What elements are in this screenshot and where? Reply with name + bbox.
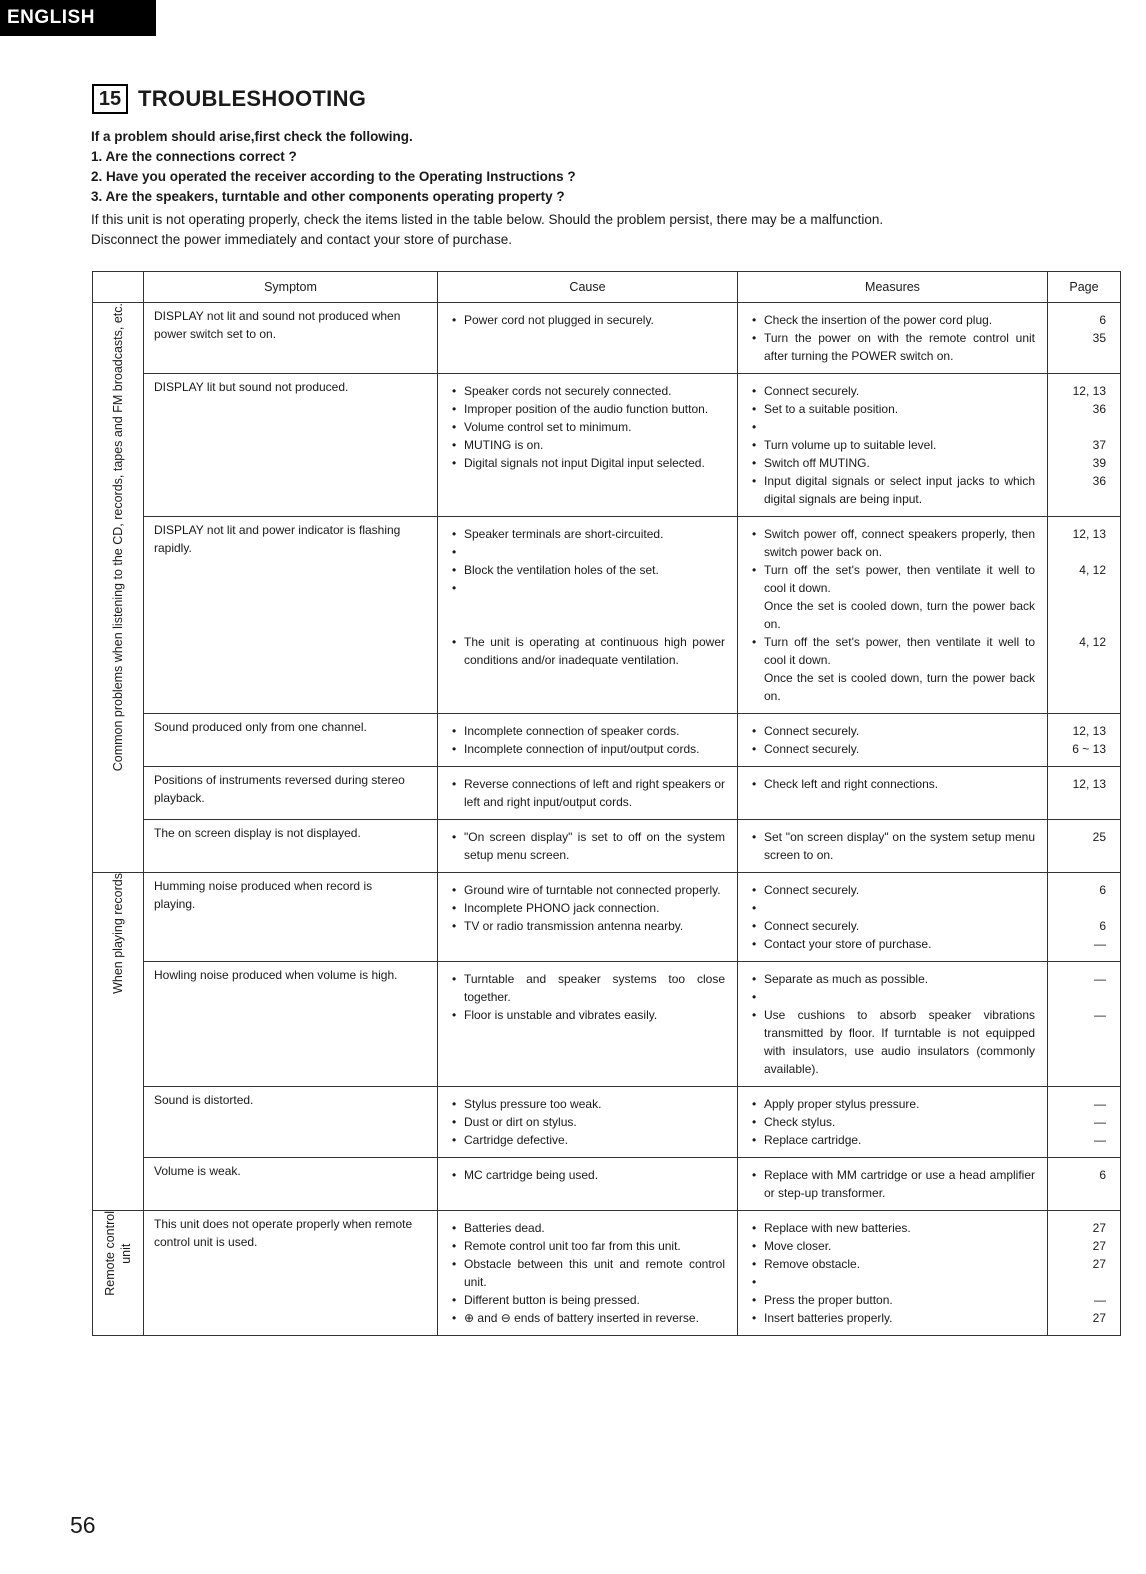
page-ref: 35 [1092, 331, 1106, 345]
table-row [93, 303, 1121, 374]
measure-item: • Connect securely. [750, 881, 1035, 899]
page-ref: 12, 13 [1072, 384, 1106, 398]
page-title: TROUBLESHOOTING [138, 86, 367, 111]
measures-cell [738, 820, 1048, 873]
page-ref: 36 [1092, 474, 1106, 488]
page-ref: — [1094, 972, 1106, 986]
spacer [750, 899, 1035, 917]
cause-item: • Different button is being pressed. [450, 1291, 725, 1309]
measure-text: Once the set is cooled down, turn the power back on. [764, 599, 1035, 631]
page-cell [1048, 1211, 1121, 1336]
cause-item: • MC cartridge being used. [450, 1166, 725, 1184]
cause-cell [438, 1087, 738, 1158]
page-ref: 6 [1099, 313, 1106, 327]
page-ref: 37 [1092, 438, 1106, 452]
page-spacer [1062, 418, 1106, 436]
page-ref: 4, 12 [1079, 635, 1106, 649]
header-symptom: Symptom [144, 272, 438, 303]
symptom-cell: The on screen display is not displayed. [144, 820, 438, 873]
measure-text: Once the set is cooled down, turn the power back on. [764, 671, 1035, 703]
language-tab: ENGLISH [0, 0, 156, 36]
measures-cell [738, 303, 1048, 374]
table-row [93, 820, 1121, 873]
measure-item: • Turn off the set's power, then ventilate it well to cool it down. [750, 633, 1035, 669]
page-cell [1048, 374, 1121, 517]
cause-item: • Digital signals not input Digital input selected. [450, 454, 725, 472]
cause-item: • Incomplete PHONO jack connection. [450, 899, 725, 917]
symptom-cell: Positions of instruments reversed during stereo playback. [144, 767, 438, 820]
table-row [93, 517, 1121, 714]
check-line: 1. Are the connections correct ? [91, 149, 297, 164]
cause-item: • Speaker cords not securely connected. [450, 382, 725, 400]
page-ref: 27 [1092, 1311, 1106, 1325]
check-line: If a problem should arise,first check the following. [91, 129, 413, 144]
intro-line: If this unit is not operating properly, check the items listed in the table below. Should the problem persist, there may be a malfunction. [91, 212, 884, 227]
spacer [450, 543, 725, 561]
page-cell [1048, 517, 1121, 714]
group-remote-label [102, 1211, 134, 1296]
measure-item: • Check the insertion of the power cord plug. [750, 311, 1035, 329]
page-spacer [1062, 579, 1106, 633]
page-ref: 27 [1092, 1221, 1106, 1235]
measure-item: • Use cushions to absorb speaker vibrations transmitted by floor. If turntable is not equipped with insulators, use audio insulators (commonly available). [750, 1006, 1035, 1078]
symptom-cell: Sound produced only from one channel. [144, 714, 438, 767]
spacer [750, 418, 1035, 436]
cause-item: • Stylus pressure too weak. [450, 1095, 725, 1113]
measure-item: • Turn volume up to suitable level. [750, 436, 1035, 454]
page-ref: — [1094, 1008, 1106, 1022]
cause-cell [438, 374, 738, 517]
intro-line: Disconnect the power immediately and contact your store of purchase. [91, 232, 512, 247]
table-row [93, 1087, 1121, 1158]
header-measures: Measures [738, 272, 1048, 303]
measure-item: • Replace with new batteries. [750, 1219, 1035, 1237]
page-ref: — [1094, 1133, 1106, 1147]
intro-paragraph [91, 210, 1061, 250]
measures-cell [738, 962, 1048, 1087]
measures-cell [738, 374, 1048, 517]
page-number: 56 [70, 1512, 96, 1538]
page-ref: 25 [1092, 830, 1106, 844]
page-spacer [1062, 1273, 1106, 1291]
table-row [93, 1211, 1121, 1336]
symptom-cell: Sound is distorted. [144, 1087, 438, 1158]
measure-item: • Set "on screen display" on the system setup menu screen to on. [750, 828, 1035, 864]
measures-cell [738, 1211, 1048, 1336]
preliminary-checks [91, 127, 576, 207]
cause-item: • Ground wire of turntable not connected properly. [450, 881, 725, 899]
group-remote-cell [93, 1211, 144, 1336]
cause-cell [438, 820, 738, 873]
cause-item: • Turntable and speaker systems too close together. [450, 970, 725, 1006]
measure-item: • Press the proper button. [750, 1291, 1035, 1309]
page-spacer [1062, 543, 1106, 561]
measures-cell [738, 517, 1048, 714]
table-row [93, 374, 1121, 517]
cause-cell [438, 962, 738, 1087]
measure-item: • Remove obstacle. [750, 1255, 1035, 1273]
page-cell [1048, 714, 1121, 767]
table-row [93, 962, 1121, 1087]
cause-cell [438, 1211, 738, 1336]
symptom-cell: DISPLAY not lit and sound not produced when power switch set to on. [144, 303, 438, 374]
symptom-cell: DISPLAY lit but sound not produced. [144, 374, 438, 517]
page-cell [1048, 1087, 1121, 1158]
measure-item: • Check stylus. [750, 1113, 1035, 1131]
page-spacer [1062, 988, 1106, 1006]
measure-item: • Turn off the set's power, then ventilate it well to cool it down. [750, 561, 1035, 597]
cause-item: • Batteries dead. [450, 1219, 725, 1237]
table-row [93, 873, 1121, 962]
spacer [450, 579, 725, 633]
cause-item: • Improper position of the audio function button. [450, 400, 725, 418]
cause-item: • Incomplete connection of input/output cords. [450, 740, 725, 758]
page-cell [1048, 1158, 1121, 1211]
page-ref: 27 [1092, 1257, 1106, 1271]
symptom-cell: DISPLAY not lit and power indicator is flashing rapidly. [144, 517, 438, 714]
spacer [750, 1273, 1035, 1291]
table-row [93, 714, 1121, 767]
measure-item: • Switch power off, connect speakers properly, then switch power back on. [750, 525, 1035, 561]
cause-item: • TV or radio transmission antenna nearby. [450, 917, 725, 935]
cause-item: • Floor is unstable and vibrates easily. [450, 1006, 725, 1024]
measure-item: • Connect securely. [750, 382, 1035, 400]
measure-item: • Apply proper stylus pressure. [750, 1095, 1035, 1113]
spacer [750, 988, 1035, 1006]
measures-cell [738, 714, 1048, 767]
cause-item: • Incomplete connection of speaker cords. [450, 722, 725, 740]
page-ref: — [1094, 1115, 1106, 1129]
measure-item: • Set to a suitable position. [750, 400, 1035, 418]
section-heading [92, 84, 366, 114]
measure-item: • Move closer. [750, 1237, 1035, 1255]
measure-item: • Replace with MM cartridge or use a head amplifier or step-up transformer. [750, 1166, 1035, 1202]
table-row [93, 767, 1121, 820]
header-cause: Cause [438, 272, 738, 303]
symptom-cell: Humming noise produced when record is playing. [144, 873, 438, 962]
page-ref: 39 [1092, 456, 1106, 470]
cause-item: • Remote control unit too far from this unit. [450, 1237, 725, 1255]
measures-cell [738, 1158, 1048, 1211]
table-row [93, 1158, 1121, 1211]
page-ref: — [1094, 1097, 1106, 1111]
cause-item: • Cartridge defective. [450, 1131, 725, 1149]
measure-item: • Replace cartridge. [750, 1131, 1035, 1149]
measures-cell [738, 767, 1048, 820]
cause-item: • ⊕ and ⊖ ends of battery inserted in reverse. [450, 1309, 725, 1327]
cause-item: • Volume control set to minimum. [450, 418, 725, 436]
page-ref: 4, 12 [1079, 563, 1106, 577]
header-page: Page [1048, 272, 1121, 303]
measure-item: • Input digital signals or select input jacks to which digital signals are being input. [750, 472, 1035, 508]
cause-item: • "On screen display" is set to off on the system setup menu screen. [450, 828, 725, 864]
page-ref: 36 [1092, 402, 1106, 416]
cause-cell [438, 517, 738, 714]
cause-cell [438, 1158, 738, 1211]
cause-cell [438, 303, 738, 374]
group-common-label: Common problems when listening to the CD, records, tapes and FM broadcasts, etc. [111, 303, 125, 772]
page-ref: 6 [1099, 1168, 1106, 1182]
table-header-row [93, 272, 1121, 303]
page-ref: 27 [1092, 1239, 1106, 1253]
page-ref: — [1094, 937, 1106, 951]
page-ref: 12, 13 [1072, 777, 1106, 791]
page-ref: 6 [1099, 883, 1106, 897]
page-ref: 12, 13 [1072, 527, 1106, 541]
page-ref: 6 [1099, 919, 1106, 933]
measures-cell [738, 873, 1048, 962]
cause-cell [438, 767, 738, 820]
symptom-cell: This unit does not operate properly when remote control unit is used. [144, 1211, 438, 1336]
header-category [93, 272, 144, 303]
measures-cell [738, 1087, 1048, 1158]
page-cell [1048, 767, 1121, 820]
measure-item: • Contact your store of purchase. [750, 935, 1035, 953]
cause-cell [438, 714, 738, 767]
page-cell [1048, 873, 1121, 962]
cause-item: • Dust or dirt on stylus. [450, 1113, 725, 1131]
group-common-cell [93, 303, 144, 873]
group-records-cell [93, 873, 144, 1211]
cause-item: • Obstacle between this unit and remote control unit. [450, 1255, 725, 1291]
page-spacer [1062, 899, 1106, 917]
measure-item: • Insert batteries properly. [750, 1309, 1035, 1327]
group-remote-label-line: unit [119, 1243, 133, 1264]
cause-item: • Speaker terminals are short-circuited. [450, 525, 725, 543]
page-cell [1048, 962, 1121, 1087]
measure-item: • Check left and right connections. [750, 775, 1035, 793]
check-line: 2. Have you operated the receiver according to the Operating Instructions ? [91, 169, 576, 184]
page-ref: — [1094, 1293, 1106, 1307]
measure-item: • Connect securely. [750, 917, 1035, 935]
cause-cell [438, 873, 738, 962]
measure-item: • Connect securely. [750, 722, 1035, 740]
symptom-cell: Howling noise produced when volume is high. [144, 962, 438, 1087]
group-remote-label-line: Remote control [103, 1211, 117, 1296]
troubleshooting-table [92, 271, 1121, 1336]
measure-item: • Connect securely. [750, 740, 1035, 758]
page-cell [1048, 303, 1121, 374]
measure-item: • Separate as much as possible. [750, 970, 1035, 988]
check-line: 3. Are the speakers, turntable and other components operating property ? [91, 189, 565, 204]
measure-item: • Turn the power on with the remote control unit after turning the POWER switch on. [750, 329, 1035, 365]
cause-item: • Reverse connections of left and right speakers or left and right input/output cords. [450, 775, 725, 811]
section-number: 15 [92, 84, 128, 114]
cause-item: • The unit is operating at continuous high power conditions and/or inadequate ventilation. [450, 633, 725, 669]
measure-item: • Switch off MUTING. [750, 454, 1035, 472]
group-records-label: When playing records [111, 873, 125, 994]
cause-item: • MUTING is on. [450, 436, 725, 454]
page-ref: 12, 13 [1072, 724, 1106, 738]
cause-item: • Power cord not plugged in securely. [450, 311, 725, 329]
cause-item: • Block the ventilation holes of the set. [450, 561, 725, 579]
symptom-cell: Volume is weak. [144, 1158, 438, 1211]
page-cell [1048, 820, 1121, 873]
page-ref: 6 ~ 13 [1072, 742, 1106, 756]
